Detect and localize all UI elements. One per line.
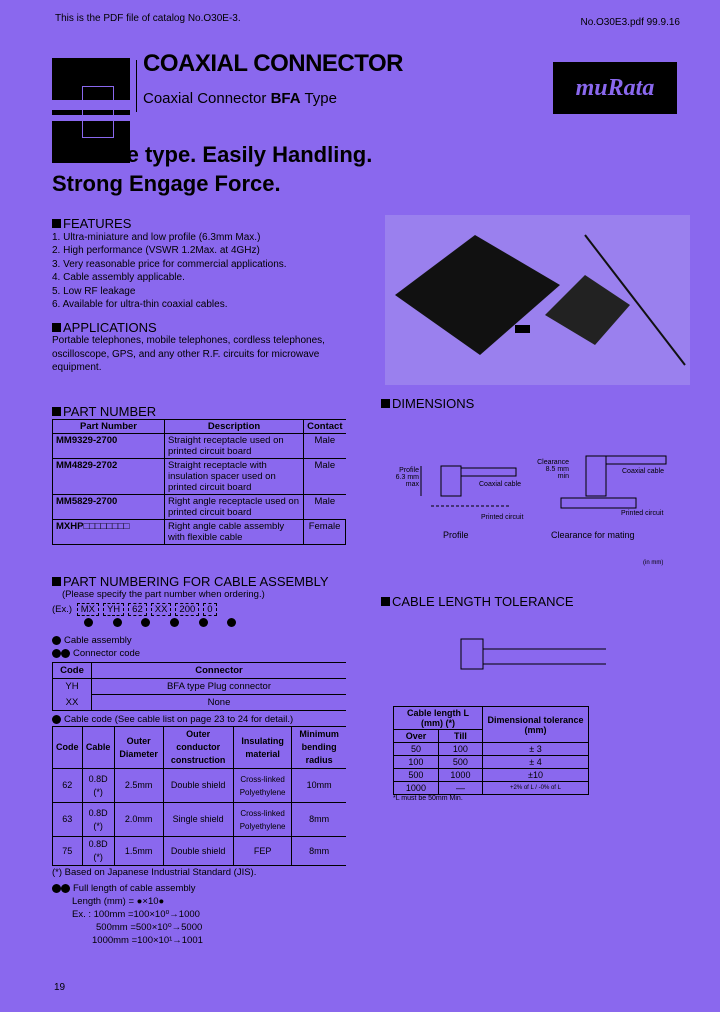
numbering-section: PART NUMBERING FOR CABLE ASSEMBLY (Please specify the part number when ordering.) (Ex.) MX YH 62 XX 200 0 Cable assembly Connector code Code Connector YH BFA type Plug connector XX None Cable code (See cable list on page 23 to 24 for detail.) Code Cable Outer Diameter Outer conductor construction Insulating material Minimum bending radius 62 0.8D (*) 2.5mm Double shield Cross-linked Polyethylene 10mm 63 0.8D (*) 2.0mm Single shield Cross-linked Polyethylene 8mm 75 0.8D (*) 1.5mm Double shield FEP 8mm (*) Based on Japanese Industrial Standard (JIS). Full length of cable assembly Length (mm) = ●×10● Ex. : 100mm =100×10⁰→1000 500mm =500×10⁰→5000 1000mm =100×10¹→1001	[52, 575, 352, 947]
cable-length-drawing	[456, 619, 616, 679]
part-number-table: Part Number Description Contact MM9329-2700 Straight receptacle used on printed circuit board Male MM4829-2702 Straight receptacle with insulation spacer used on printed circuit board Male MM5829-2700 Right angle receptacle used on printed circuit board Male MXHP□□□□□□□□ Right angle cable assembly with flexible cable Female	[52, 419, 346, 545]
table-row: YH BFA type Plug connector	[53, 679, 347, 695]
dimensions-section: DIMENSIONS Profile 6.3 mm max Coaxial cable Printed circuit Clearance 8.5 mm min Coaxial cable Printed circuit Profile Clearance for mating (in mm)	[381, 396, 691, 576]
part-number-section: PART NUMBER Part Number Description Contact MM9329-2700 Straight receptacle used on printed circuit board Male MM4829-2702 Straight receptacle with insulation spacer used on printed circuit board Male MM5829-2700 Right angle receptacle used on printed circuit board Male MXHP□□□□□□□□ Right angle cable assembly with flexible cable Female	[52, 404, 346, 545]
tolerance-section: CABLE LENGTH TOLERANCE Cable length L (mm) (*) Dimensional tolerance (mm) Over Till 50 100 ± 3 100 500 ± 4 500 1000 ±10 1000 — +2% of L / -0% of L *L must be 50mm Min.	[381, 594, 691, 802]
table-row: 50 100 ± 3	[394, 743, 589, 756]
product-photo	[385, 215, 690, 385]
headline: Discrete type. Easily Handling. Strong Engage Force.	[52, 142, 373, 196]
murata-logo: muRata	[553, 62, 677, 114]
table-row: MM5829-2700 Right angle receptacle used on printed circuit board Male	[53, 495, 346, 520]
page-title: COAXIAL CONNECTOR	[143, 50, 403, 77]
page-number: 19	[54, 982, 66, 993]
table-row: 63 0.8D (*) 2.0mm Single shield Cross-linked Polyethylene 8mm	[53, 803, 347, 837]
table-row: MM9329-2700 Straight receptacle used on printed circuit board Male	[53, 434, 346, 459]
index-marks	[52, 616, 352, 630]
table-row: MM4829-2702 Straight receptacle with insulation spacer used on printed circuit board Male	[53, 459, 346, 495]
table-row: MXHP□□□□□□□□ Right angle cable assembly with flexible cable Female	[53, 520, 346, 545]
table-row: 100 500 ± 4	[394, 756, 589, 769]
features-section: FEATURES 1. Ultra-miniature and low profile (6.3mm Max.) 2. High performance (VSWR 1.2Max. at 4GHz) 3. Very reasonable price for commercial applications. 4. Cable assembly applicable. 5. Low RF leakage 6. Available for ultra-thin coaxial cables. APPLICATIONS Portable telephones, mobile telephones, cordless telephones, oscilloscope, GPS, and any other R.F. circuits for microwave equipment.	[52, 217, 382, 375]
subtitle: Coaxial Connector BFA Type	[143, 90, 337, 107]
table-row: 1000 — +2% of L / -0% of L	[394, 782, 589, 795]
divider	[136, 60, 137, 112]
cable-code-table: Code Cable Outer Diameter Outer conductor construction Insulating material Minimum bending radius 62 0.8D (*) 2.5mm Double shield Cross-linked Polyethylene 10mm 63 0.8D (*) 2.0mm Single shield Cross-linked Polyethylene 8mm 75 0.8D (*) 1.5mm Double shield FEP 8mm	[52, 726, 346, 866]
pdf-note: This is the PDF file of catalog No.O30E-3.	[55, 13, 241, 24]
connector-code-table: Code Connector YH BFA type Plug connector XX None	[52, 662, 346, 711]
file-ref: No.O30E3.pdf 99.9.16	[580, 17, 680, 28]
tolerance-table: Cable length L (mm) (*) Dimensional tolerance (mm) Over Till 50 100 ± 3 100 500 ± 4 500 1000 ±10 1000 — +2% of L / -0% of L	[393, 706, 589, 795]
table-row: 500 1000 ±10	[394, 769, 589, 782]
table-row: XX None	[53, 695, 347, 711]
table-row: 62 0.8D (*) 2.5mm Double shield Cross-linked Polyethylene 10mm	[53, 769, 347, 803]
table-row: 75 0.8D (*) 1.5mm Double shield FEP 8mm	[53, 837, 347, 866]
